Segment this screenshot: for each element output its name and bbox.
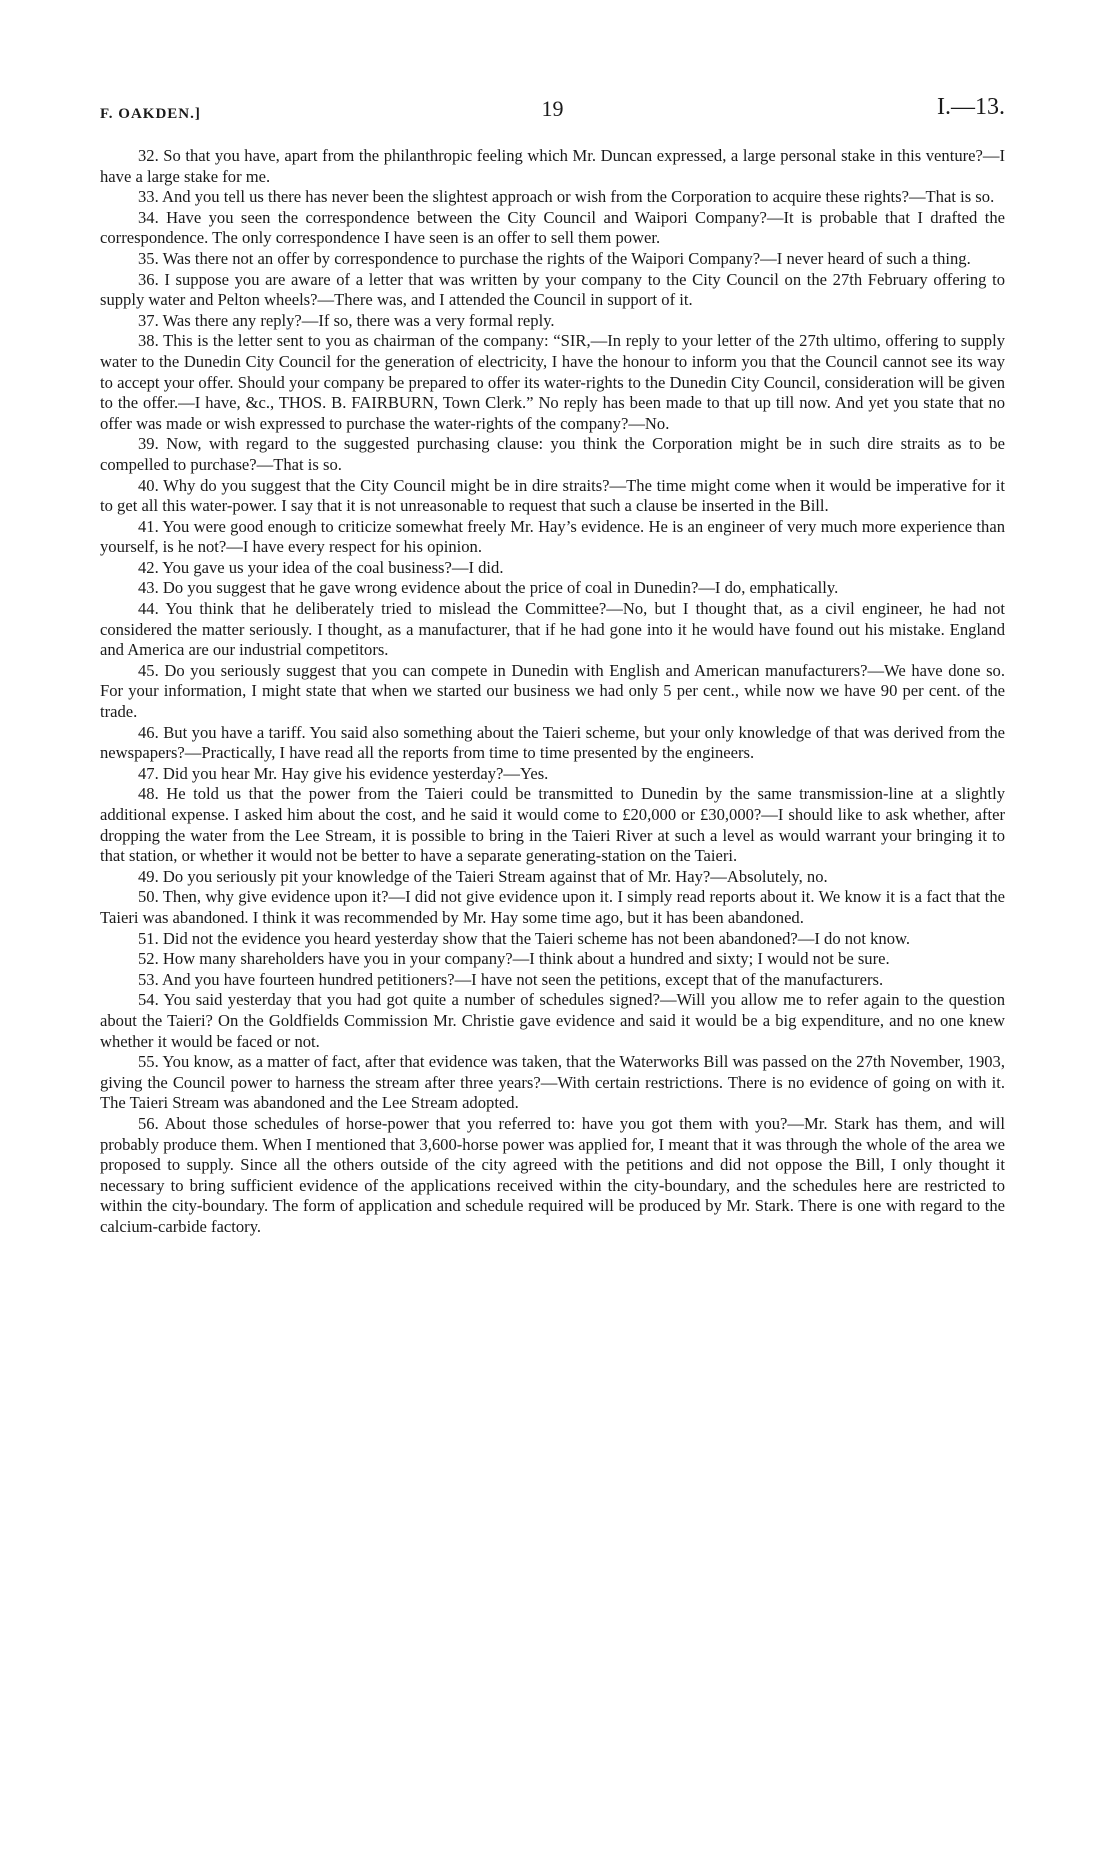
paragraph-32: 32. So that you have, apart from the philanthropic feeling which Mr. Duncan expressed, a large personal stake in this venture?—I have a large stake for me.: [100, 146, 1005, 186]
paragraph-43: 43. Do you suggest that he gave wrong evidence about the price of coal in Dunedin?—I do, emphatically.: [138, 578, 839, 598]
document-page: [100, 90, 1005, 1237]
paragraph-50: 50. Then, why give evidence upon it?—I did not give evidence upon it. I simply read reports about it. We know it is a fact that the Taieri was abandoned. I think it was recommended by Mr. Hay some time ago, but it has been abandoned.: [100, 887, 1005, 927]
paragraph-33: 33. And you tell us there has never been the slightest approach or wish from the Corporation to acquire these rights?—That is so.: [138, 187, 995, 207]
paper-reference: I.—13.: [937, 94, 1005, 120]
paragraph-48: 48. He told us that the power from the Taieri could be transmitted to Dunedin by the same transmission-line at a slightly additional expense. I asked him about the cost, and he said it would come to £20,000 or £30,000?—I should like to ask whether, after dropping the water from the Lee Stream, it is possible to bring in the Taieri River at such a level as would warrant your bringing it to that station, or whether it would not be better to have a separate generating-station on the Taieri.: [100, 784, 1005, 866]
paragraph-38: 38. This is the letter sent to you as chairman of the company: “SIR,—In reply to your letter of the 27th ultimo, offering to supply water to the Dunedin City Council for the generation of electricity, I have the honour to inform you that the Council cannot see its way to accept your offer. Should your company be prepared to offer its water-rights to the Dunedin City Council, consideration will be given to the offer.—I have, &c., THOS. B. FAIRBURN, Town Clerk.” No reply has been made to that up till now. And yet you state that no offer was made or wish expressed to purchase the water-rights of the company?—No.: [100, 331, 1005, 433]
paragraph-53: 53. And you have fourteen hundred petitioners?—I have not seen the petitions, except that of the manufacturers.: [138, 969, 884, 989]
evidence-body: [100, 146, 1005, 1237]
paragraph-51: 51. Did not the evidence you heard yesterday show that the Taieri scheme has not been abandoned?—I do not know.: [138, 928, 911, 948]
paragraph-56: 56. About those schedules of horse-power that you referred to: have you got them with you?—Mr. Stark has them, and will probably produce them. When I mentioned that 3,600-horse power was applied for, I meant that it was through the whole of the area we proposed to supply. Since all the others outside of the city agreed with the petitions and did not oppose the Bill, I only thought it necessary to bring sufficient evidence of the applications received within the city-boundary, and the schedules here are restricted to within the city-boundary. The form of application and schedule required will be produced by Mr. Stark. There is one with regard to the calcium-carbide factory.: [100, 1113, 1005, 1236]
paragraph-37: 37. Was there any reply?—If so, there was a very formal reply.: [138, 310, 555, 330]
paragraph-49: 49. Do you seriously pit your knowledge of the Taieri Stream against that of Mr. Hay?—Absolutely, no.: [138, 866, 828, 886]
page-header: [100, 90, 1005, 130]
paragraph-45: 45. Do you seriously suggest that you can compete in Dunedin with English and American manufacturers?—We have done so. For your information, I might state that when we started our business we had only 5 per cent., while now we have 90 per cent. of the trade.: [100, 660, 1005, 722]
page-number: 19: [541, 96, 564, 121]
paragraph-54: 54. You said yesterday that you had got quite a number of schedules signed?—Will you allow me to refer again to the question about the Taieri? On the Goldfields Commission Mr. Christie gave evidence and said it would be a big expenditure, and no one knew whether it would be faced or not.: [100, 990, 1005, 1051]
paragraph-52: 52. How many shareholders have you in your company?—I think about a hundred and sixty; I would not be sure.: [138, 949, 890, 969]
paragraph-40: 40. Why do you suggest that the City Council might be in dire straits?—The time might come when it would be imperative for it to get all this water-power. I say that it is not unreasonable to request that such a clause be inserted in the Bill.: [100, 475, 1005, 516]
paragraph-44: 44. You think that he deliberately tried to mislead the Committee?—No, but I thought that, as a civil engineer, he had not considered the matter seriously. I thought, as a manufacturer, that if he had gone into it he would have found out his mistake. England and America are our industrial competitors.: [100, 599, 1005, 660]
paragraph-36: 36. I suppose you are aware of a letter that was written by your company to the City Council on the 27th February offering to supply water and Pelton wheels?—There was, and I attended the Council in support of it.: [100, 269, 1005, 310]
paragraph-34: 34. Have you seen the correspondence between the City Council and Waipori Company?—It is probable that I drafted the correspondence. The only correspondence I have seen is an offer to sell them power.: [100, 207, 1005, 248]
paragraph-35: 35. Was there not an offer by correspondence to purchase the rights of the Waipori Company?—I never heard of such a thing.: [138, 248, 971, 268]
paragraph-39: 39. Now, with regard to the suggested purchasing clause: you think the Corporation might be in such dire straits as to be compelled to purchase?—That is so.: [100, 434, 1005, 474]
paragraph-47: 47. Did you hear Mr. Hay give his evidence yesterday?—Yes.: [138, 763, 549, 783]
paragraph-41: 41. You were good enough to criticize somewhat freely Mr. Hay’s evidence. He is an engineer of very much more experience than yourself, is he not?—I have every respect for his opinion.: [100, 516, 1005, 557]
paragraph-42: 42. You gave us your idea of the coal business?—I did.: [138, 557, 504, 577]
paragraph-55: 55. You know, as a matter of fact, after that evidence was taken, that the Waterworks Bill was passed on the 27th November, 1903, giving the Council power to harness the stream after three years?—With certain restrictions. There is no evidence of going on with it. The Taieri Stream was abandoned and the Lee Stream adopted.: [100, 1052, 1005, 1113]
witness-name: F. OAKDEN.]: [100, 106, 201, 122]
paragraph-46: 46. But you have a tariff. You said also something about the Taieri scheme, but your only knowledge of that was derived from the newspapers?—Practically, I have read all the reports from time to time presented by the engineers.: [100, 722, 1005, 763]
